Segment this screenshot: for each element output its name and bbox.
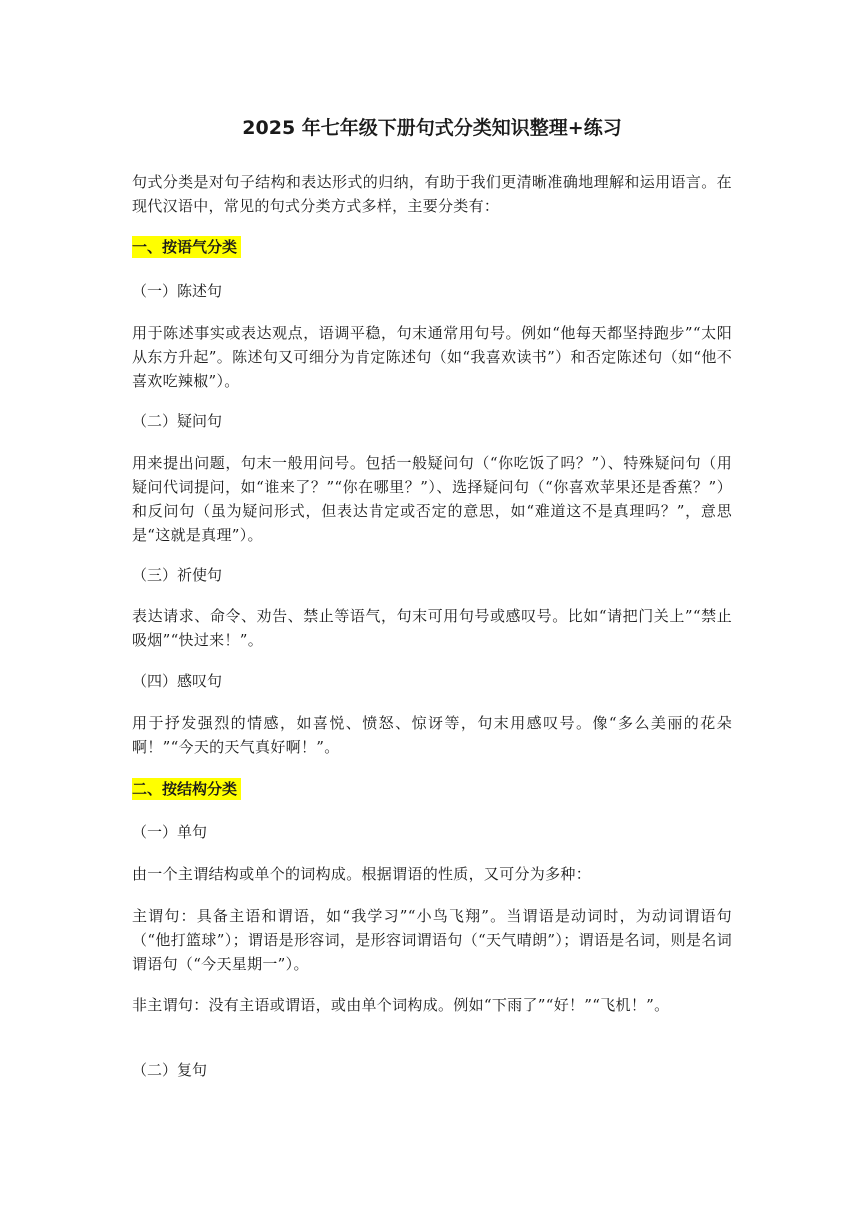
paragraph-imperative: 表达请求、命令、劝告、禁止等语气，句末可用句号或感叹号。比如“请把门关上”“禁止吸烟”“快过来！”。: [132, 607, 732, 649]
paragraph-exclamatory: 用于抒发强烈的情感，如喜悦、愤怒、惊讶等，句末用感叹号。像“多么美丽的花朵啊！”“今天的天气真好啊！”。: [132, 714, 732, 756]
intro-paragraph: 句式分类是对句子结构和表达形式的归纳，有助于我们更清晰准确地理解和运用语言。在现代汉语中，常见的句式分类方式多样，主要分类有：: [132, 173, 732, 215]
section-heading-structure: 二、按结构分类: [132, 778, 241, 800]
paragraph-interrogative: 用来提出问题，句末一般用问号。包括一般疑问句（“你吃饭了吗？”）、特殊疑问句（用疑问代词提问，如“谁来了？”“你在哪里？”）、选择疑问句（“你喜欢苹果还是香蕉？”）和反问句（虽为疑问形式，但表达肯定或否定的意思，如“难道这不是真理吗？”，意思是“这就是真理”）。: [132, 454, 732, 544]
subheading-imperative: （三）祈使句: [132, 566, 223, 584]
paragraph-non-subject-predicate: 非主谓句：没有主语或谓语，或由单个词构成。例如“下雨了”“好！”“飞机！”。: [132, 996, 670, 1014]
page-title: 2025 年七年级下册句式分类知识整理+练习: [242, 117, 622, 139]
paragraph-subject-predicate: 主谓句：具备主语和谓语，如“我学习”“小鸟飞翔”。当谓语是动词时，为动词谓语句（“他打篮球”）；谓语是形容词，是形容词谓语句（“天气晴朗”）；谓语是名词，则是名词谓语句（“今天星期一”）。: [132, 907, 732, 973]
paragraph-simple-sentence: 由一个主谓结构或单个的词构成。根据谓语的性质，又可分为多种：: [132, 865, 592, 883]
section-heading-mood: 一、按语气分类: [132, 236, 241, 258]
subheading-simple-sentence: （一）单句: [132, 823, 208, 841]
subheading-interrogative: （二）疑问句: [132, 412, 223, 430]
subheading-declarative: （一）陈述句: [132, 282, 223, 300]
paragraph-declarative: 用于陈述事实或表达观点，语调平稳，句末通常用句号。例如“他每天都坚持跑步”“太阳从东方升起”。陈述句又可细分为肯定陈述句（如“我喜欢读书”）和否定陈述句（如“他不喜欢吃辣椒”）。: [132, 324, 732, 390]
subheading-exclamatory: （四）感叹句: [132, 672, 223, 690]
subheading-complex-sentence: （二）复句: [132, 1061, 208, 1079]
